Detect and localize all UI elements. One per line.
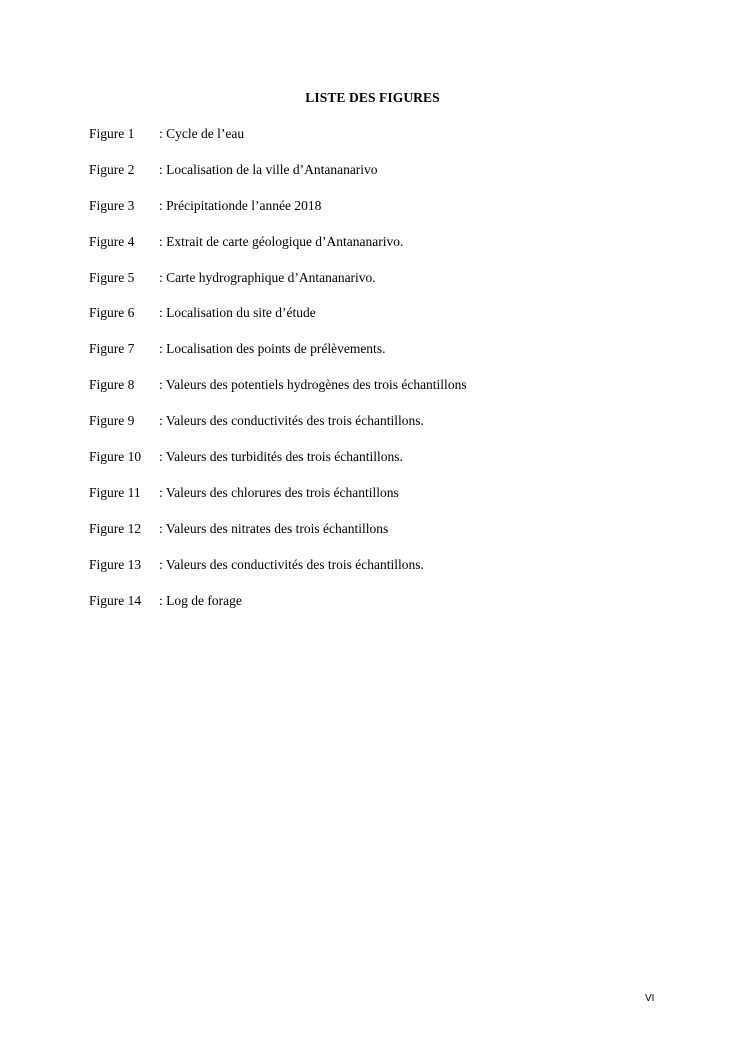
figure-caption: : Carte hydrographique d’Antananarivo. [159, 269, 376, 285]
figure-caption: : Valeurs des turbidités des trois échantillons. [159, 449, 403, 465]
figure-label: Figure 4 [89, 233, 135, 249]
figure-label: Figure 11 [89, 484, 141, 500]
figure-label: Figure 2 [89, 161, 135, 177]
figure-caption: : Localisation du site d’étude [159, 305, 316, 321]
page-number: VI [645, 993, 655, 1004]
figure-label: Figure 13 [89, 556, 142, 572]
figure-label: Figure 10 [89, 449, 142, 465]
figure-label: Figure 3 [89, 197, 135, 213]
figure-caption: : Log de forage [159, 592, 242, 608]
figure-caption: : Précipitationde l’année 2018 [159, 197, 322, 213]
figure-label: Figure 6 [89, 305, 135, 321]
figure-caption: : Localisation des points de prélèvements. [159, 341, 386, 357]
figure-label: Figure 9 [89, 413, 135, 429]
figure-label: Figure 5 [89, 269, 135, 285]
figure-label: Figure 1 [89, 126, 135, 141]
figure-label: Figure 8 [89, 377, 135, 393]
figure-caption: : Cycle de l’eau [159, 126, 245, 141]
figure-caption: : Valeurs des potentiels hydrogènes des trois échantillons [159, 377, 467, 393]
figure-label: Figure 7 [89, 341, 135, 357]
figure-caption: : Valeurs des chlorures des trois échantillons [159, 484, 399, 500]
figure-caption: : Localisation de la ville d’Antananarivo [159, 161, 378, 177]
page-title: LISTE DES FIGURES [305, 90, 440, 105]
figure-caption: : Valeurs des conductivités des trois échantillons. [159, 413, 424, 429]
figure-label: Figure 14 [89, 592, 142, 608]
figure-caption: : Extrait de carte géologique d’Antananarivo. [159, 233, 404, 249]
figure-label: Figure 12 [89, 520, 142, 536]
figure-caption: : Valeurs des nitrates des trois échantillons [159, 520, 389, 536]
figure-caption: : Valeurs des conductivités des trois échantillons. [159, 556, 424, 572]
